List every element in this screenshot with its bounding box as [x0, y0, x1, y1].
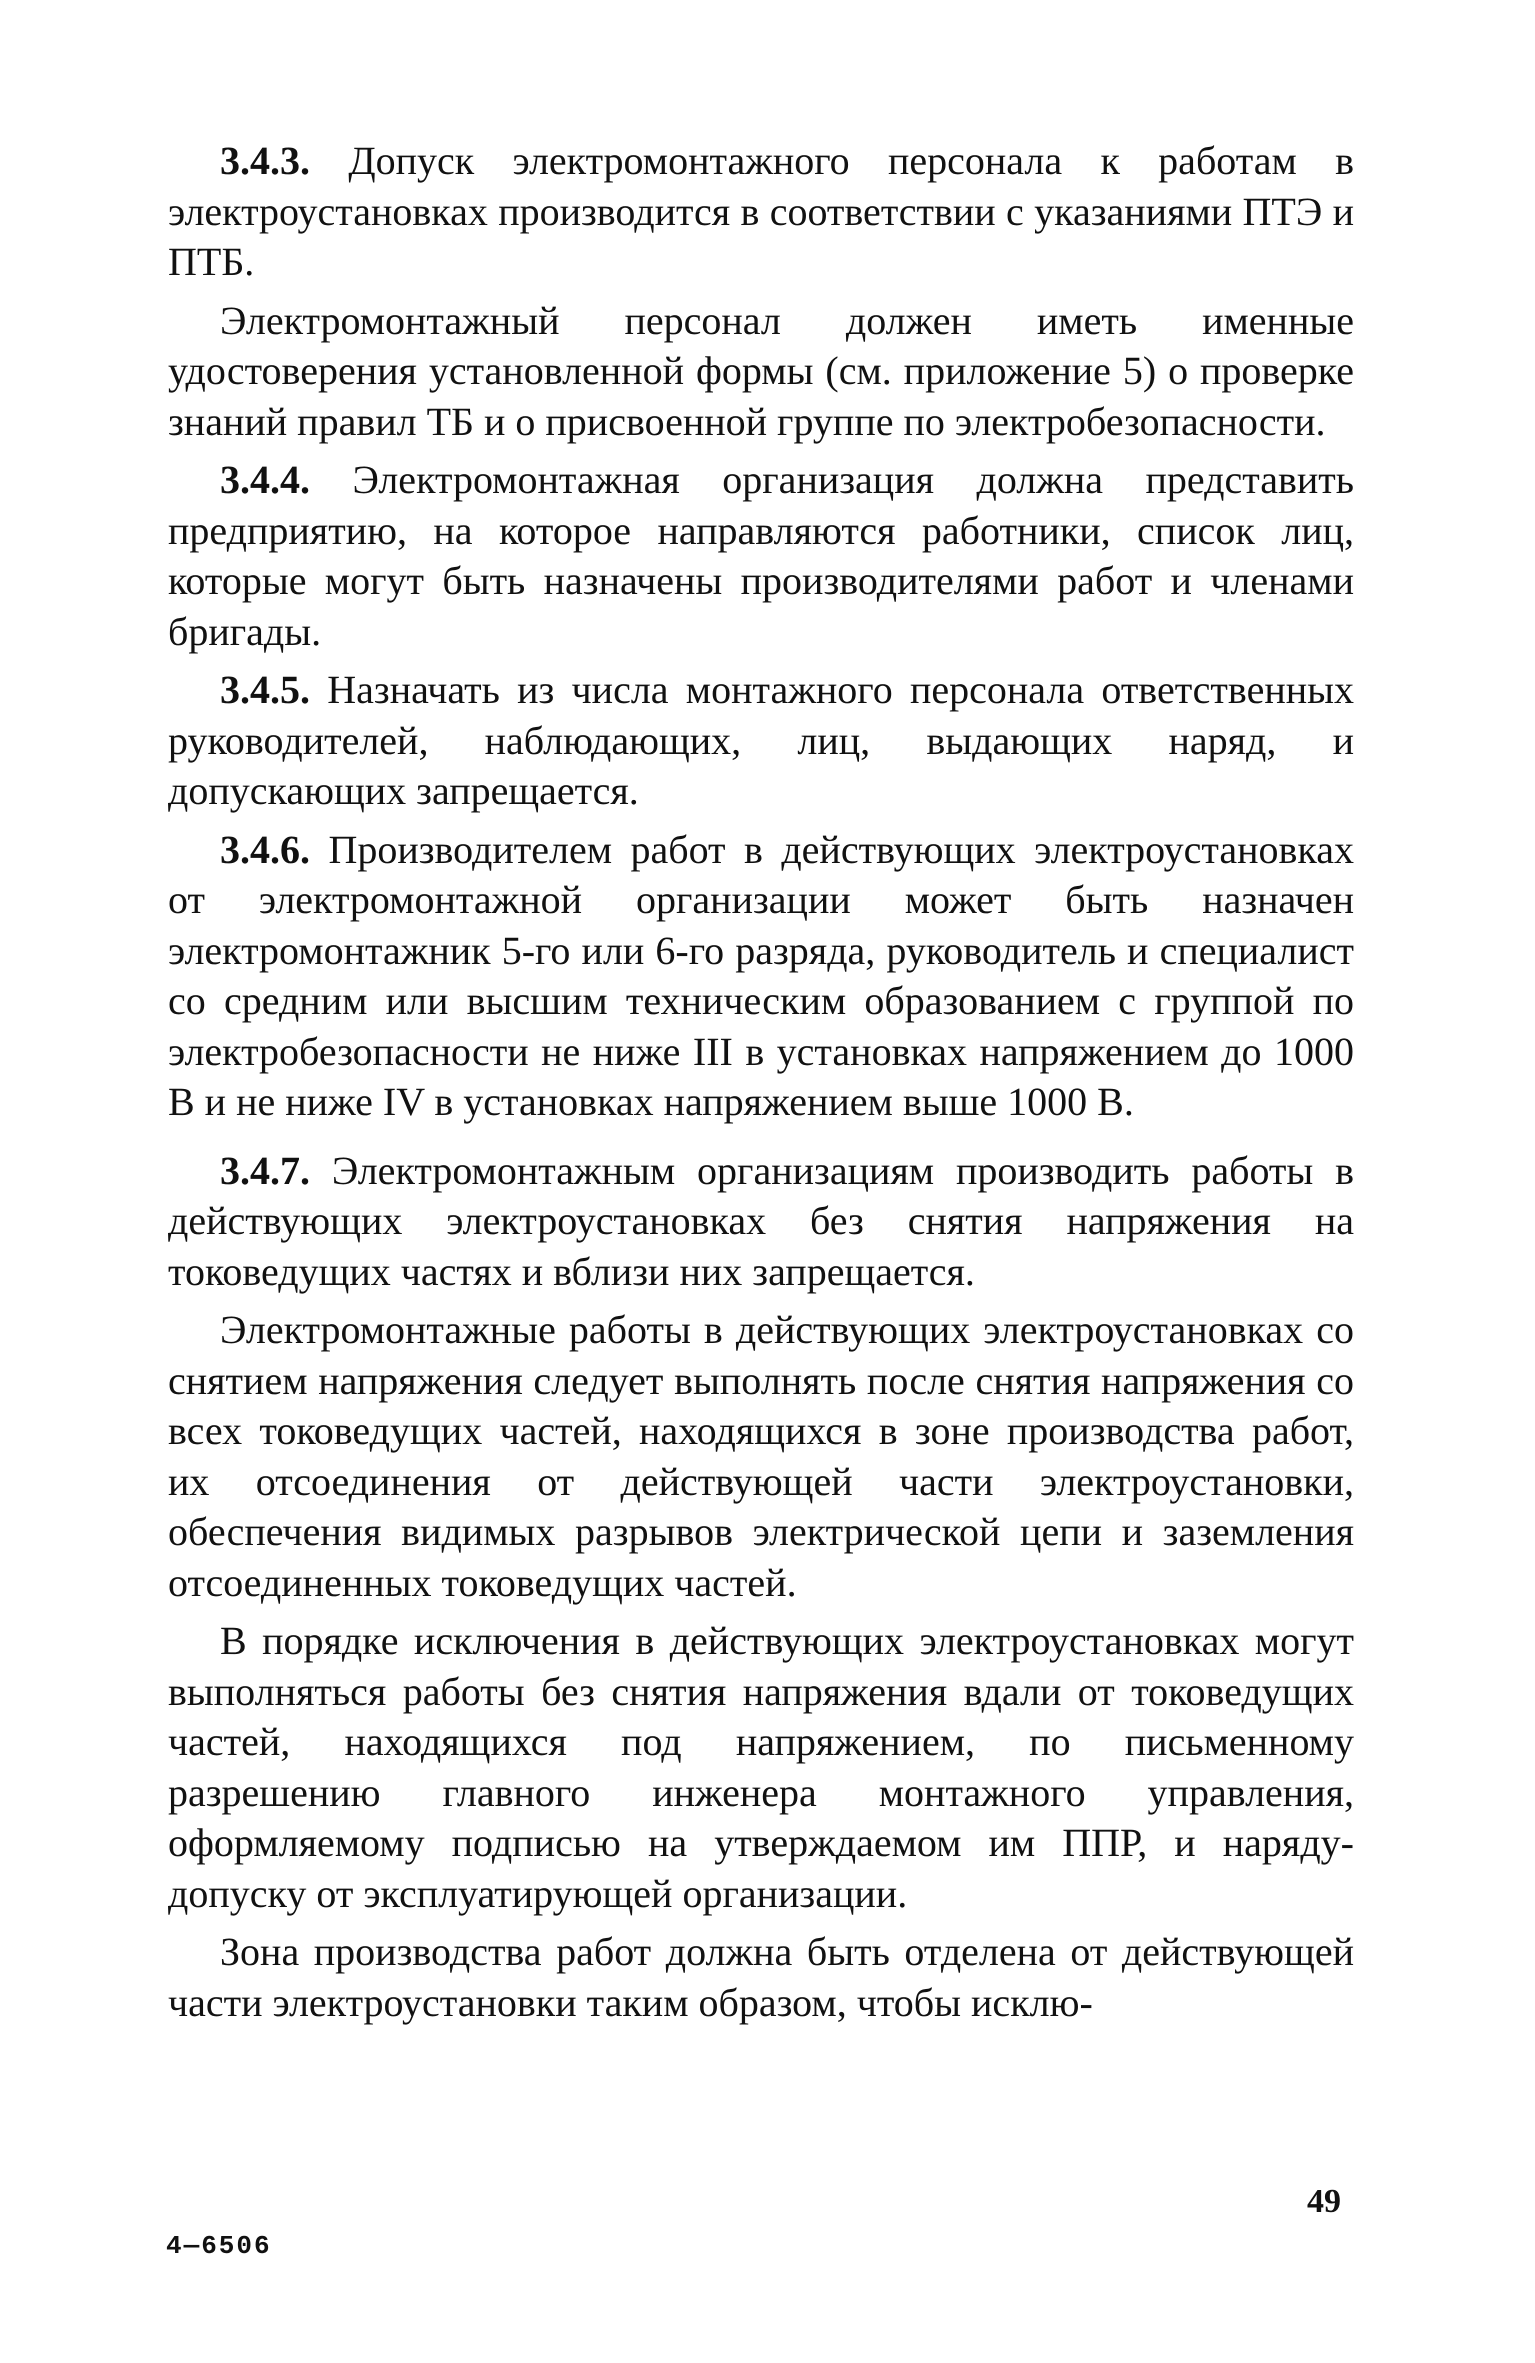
print-code: 4—6506 — [166, 2231, 272, 2261]
paragraph-exception — [168, 1616, 1354, 1919]
paragraph-3-4-5 — [168, 665, 1354, 817]
paragraph-3-4-6 — [168, 825, 1354, 1128]
paragraph-text: Зона производства работ должна быть отделена от действующей части электроустановки таким образом, чтобы исклю- — [168, 1929, 1354, 2025]
paragraph-certificates — [168, 296, 1354, 448]
paragraph-de-energized-work — [168, 1305, 1354, 1608]
document-page — [168, 136, 1354, 2036]
paragraph-text: Электромонтажные работы в действующих электроустановках со снятием напряжения следует выполнять после снятия напряжения со всех токоведущих частей, находящихся в зоне производства работ, их отсоединения от действующей части электроустановки, обеспечения видимых разрывов электрической цепи и заземления отсоединенных токоведущих частей. — [168, 1307, 1354, 1605]
paragraph-text: Электромонтажная организация должна представить предприятию, на которое направляются работники, список лиц, которые могут быть назначены производителями работ и членами бригады. — [168, 457, 1355, 654]
paragraph-text: Назначать из числа монтажного персонала ответственных руководителей, наблюдающих, лиц, выдающих наряд, и допускающих запрещается. — [168, 667, 1355, 813]
paragraph-3-4-3 — [168, 136, 1354, 288]
clause-number: 3.4.4. — [220, 457, 310, 502]
clause-number: 3.4.3. — [220, 138, 310, 183]
paragraph-text: В порядке исключения в действующих электроустановках могут выполняться работы без снятия напряжения вдали от токоведущих частей, находящихся под напряжением, по письменному разрешению главного инженера монтажного управления, оформляемому подписью на утверждаемом им ППР, и наряду-допуску от эксплуатирующей организации. — [168, 1618, 1354, 1916]
paragraph-3-4-7 — [168, 1146, 1354, 1298]
clause-number: 3.4.5. — [220, 667, 310, 712]
paragraph-text: Электромонтажным организациям производить работы в действующих электроустановках без снятия напряжения на токоведущих частях и вблизи них запрещается. — [168, 1147, 1354, 1294]
paragraph-text: Электромонтажный персонал должен иметь именные удостоверения установленной формы (см. приложение 5) о проверке знаний правил ТБ и о присвоенной группе по электробезопасности. — [168, 297, 1354, 444]
clause-number: 3.4.6. — [220, 826, 310, 872]
paragraph-3-4-4 — [168, 455, 1354, 657]
paragraph-text: Допуск электромонтажного персонала к работам в электроустановках производится в соответствии с указаниями ПТЭ и ПТБ. — [168, 138, 1354, 284]
clause-number: 3.4.7. — [220, 1147, 310, 1193]
paragraph-work-zone — [168, 1927, 1354, 2028]
page-number: 49 — [1307, 2183, 1341, 2220]
paragraph-text: Производителем работ в действующих электроустановках от электромонтажной организации может быть назначен электромонтажник 5-го или 6-го разряда, руководитель и специалист со средним или высшим техническим образованием с группой по электробезопасности не ниже III в установках напряжением до 1000 В и не ниже IV в установках напряжением выше 1000 В. — [168, 826, 1354, 1124]
